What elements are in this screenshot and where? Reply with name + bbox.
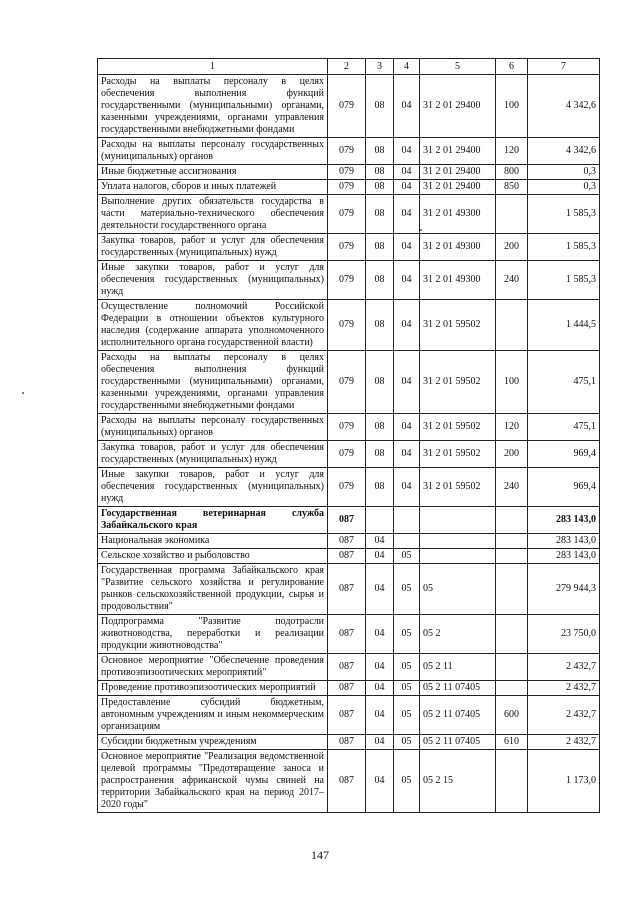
row-vr-cell: 240 [496,261,528,300]
row-name-cell: Основное мероприятие "Реализация ведомственной целевой программы "Предотвращение заноса и распространения африканской чумы свиней на территории Забайкальского края на период 2017–2020 годы" [98,750,328,813]
row-sum-cell: 1 173,0 [528,750,600,813]
row-pr-cell: 05 [394,615,420,654]
row-vr-cell: 100 [496,351,528,414]
row-name-cell: Государственная ветеринарная служба Забайкальского края [98,507,328,534]
table-row [98,300,600,351]
row-name-cell: Выполнение других обязательств государства в части материально-технического обеспечения деятельности государственного органа [98,195,328,234]
row-sum-cell: 4 342,6 [528,138,600,165]
row-sum-cell: 475,1 [528,351,600,414]
row-ved-cell: 079 [328,414,366,441]
row-csr-cell: 31 2 01 59502 [420,300,496,351]
row-ved-cell: 079 [328,261,366,300]
row-ved-cell: 087 [328,654,366,681]
row-pr-cell: 05 [394,654,420,681]
row-sum-cell: 475,1 [528,414,600,441]
row-name-cell: Государственная программа Забайкальского края "Развитие сельского хозяйства и регулирование рынков сельскохозяйственной продукции, сырья и продовольствия" [98,564,328,615]
row-name-cell: Уплата налогов, сборов и иных платежей [98,180,328,195]
table-row [98,696,600,735]
row-rz-cell: 08 [366,468,394,507]
table-row [98,534,600,549]
row-csr-cell [420,549,496,564]
row-vr-cell: 200 [496,234,528,261]
row-rz-cell: 04 [366,735,394,750]
table-row [98,414,600,441]
row-pr-cell [394,507,420,534]
row-ved-cell: 079 [328,300,366,351]
row-name-cell: Проведение противоэпизоотических мероприятий [98,681,328,696]
table-row [98,750,600,813]
row-name-cell: Основное мероприятие "Обеспечение проведения противоэпизоотических мероприятий" [98,654,328,681]
header-cell: 1 [98,59,328,75]
row-csr-cell: 31 2 01 59502 [420,351,496,414]
row-ved-cell: 087 [328,750,366,813]
row-pr-cell: 05 [394,750,420,813]
table-row [98,681,600,696]
row-pr-cell: 05 [394,564,420,615]
budget-table [97,58,600,813]
row-name-cell: Иные бюджетные ассигнования [98,165,328,180]
row-name-cell: Предоставление субсидий бюджетным, автономным учреждениям и иным некоммерческим организациям [98,696,328,735]
row-csr-cell: 31 2 01 29400 [420,138,496,165]
row-rz-cell: 08 [366,441,394,468]
row-vr-cell: 120 [496,138,528,165]
row-vr-cell [496,549,528,564]
row-rz-cell: 08 [366,195,394,234]
scan-speck [420,229,422,231]
row-csr-cell: 05 2 11 [420,654,496,681]
row-pr-cell: 05 [394,735,420,750]
row-name-cell: Расходы на выплаты персоналу в целях обеспечения выполнения функций государственными (муниципальными) органами, казенными учреждениями, органами управления государственными внебюджетными фондами [98,75,328,138]
row-rz-cell: 04 [366,564,394,615]
row-csr-cell: 31 2 01 29400 [420,165,496,180]
table-row [98,261,600,300]
row-vr-cell [496,195,528,234]
page-number: 147 [311,848,329,862]
row-vr-cell [496,564,528,615]
header-cell: 6 [496,59,528,75]
row-ved-cell: 087 [328,549,366,564]
table-row [98,441,600,468]
row-rz-cell: 04 [366,696,394,735]
row-vr-cell [496,750,528,813]
row-sum-cell: 1 585,3 [528,261,600,300]
row-pr-cell: 04 [394,300,420,351]
row-csr-cell [420,534,496,549]
row-ved-cell: 079 [328,75,366,138]
row-csr-cell: 31 2 01 49300 [420,234,496,261]
row-csr-cell: 31 2 01 29400 [420,75,496,138]
row-csr-cell: 05 2 15 [420,750,496,813]
row-vr-cell: 610 [496,735,528,750]
row-pr-cell: 04 [394,414,420,441]
row-csr-cell: 31 2 01 59502 [420,441,496,468]
row-name-cell: Подпрограмма "Развитие подотрасли животноводства, переработки и реализации продукции животноводства" [98,615,328,654]
row-vr-cell [496,681,528,696]
row-sum-cell: 0,3 [528,180,600,195]
row-csr-cell [420,507,496,534]
row-vr-cell: 600 [496,696,528,735]
row-csr-cell: 05 [420,564,496,615]
row-csr-cell: 05 2 11 07405 [420,735,496,750]
table-row [98,507,600,534]
table-header-row [98,59,600,75]
row-sum-cell: 23 750,0 [528,615,600,654]
row-name-cell: Сельское хозяйство и рыболовство [98,549,328,564]
row-rz-cell: 08 [366,138,394,165]
header-cell: 3 [366,59,394,75]
row-vr-cell [496,615,528,654]
table-row [98,165,600,180]
row-vr-cell: 100 [496,75,528,138]
row-sum-cell: 283 143,0 [528,507,600,534]
row-ved-cell: 079 [328,195,366,234]
row-name-cell: Субсидии бюджетным учреждениям [98,735,328,750]
table-row [98,180,600,195]
row-pr-cell: 04 [394,138,420,165]
row-pr-cell: 05 [394,681,420,696]
row-rz-cell: 04 [366,750,394,813]
header-cell: 7 [528,59,600,75]
row-sum-cell: 2 432,7 [528,696,600,735]
row-rz-cell: 04 [366,615,394,654]
row-vr-cell [496,534,528,549]
row-pr-cell: 05 [394,549,420,564]
row-name-cell: Национальная экономика [98,534,328,549]
row-vr-cell [496,654,528,681]
row-ved-cell: 079 [328,468,366,507]
table-row [98,75,600,138]
row-vr-cell: 800 [496,165,528,180]
row-ved-cell: 087 [328,681,366,696]
row-name-cell: Закупка товаров, работ и услуг для обеспечения государственных (муниципальных) нужд [98,234,328,261]
row-vr-cell: 200 [496,441,528,468]
header-cell: 5 [420,59,496,75]
row-pr-cell: 04 [394,195,420,234]
row-sum-cell: 1 585,3 [528,195,600,234]
row-vr-cell [496,507,528,534]
row-pr-cell: 04 [394,75,420,138]
table-row [98,615,600,654]
row-sum-cell: 279 944,3 [528,564,600,615]
row-rz-cell: 04 [366,534,394,549]
row-rz-cell: 04 [366,549,394,564]
row-ved-cell: 087 [328,564,366,615]
row-pr-cell: 04 [394,234,420,261]
header-cell: 4 [394,59,420,75]
table-row [98,195,600,234]
row-vr-cell: 240 [496,468,528,507]
row-sum-cell: 969,4 [528,468,600,507]
row-ved-cell: 087 [328,735,366,750]
row-sum-cell: 283 143,0 [528,534,600,549]
row-vr-cell: 120 [496,414,528,441]
row-sum-cell: 0,3 [528,165,600,180]
row-ved-cell: 079 [328,138,366,165]
table-row [98,564,600,615]
row-pr-cell: 04 [394,468,420,507]
row-pr-cell: 04 [394,261,420,300]
row-name-cell: Иные закупки товаров, работ и услуг для обеспечения государственных (муниципальных) нужд [98,261,328,300]
row-csr-cell: 31 2 01 49300 [420,261,496,300]
row-pr-cell: 04 [394,441,420,468]
row-pr-cell [394,534,420,549]
table-row [98,468,600,507]
row-name-cell: Расходы на выплаты персоналу в целях обеспечения выполнения функций государственными (муниципальными) органами, казенными учреждениями, органами управления государственными внебюджетными фондами [98,351,328,414]
row-rz-cell [366,507,394,534]
row-rz-cell: 08 [366,75,394,138]
row-rz-cell: 08 [366,234,394,261]
row-ved-cell: 087 [328,615,366,654]
row-csr-cell: 31 2 01 29400 [420,180,496,195]
row-ved-cell: 087 [328,696,366,735]
table-row [98,549,600,564]
row-rz-cell: 04 [366,654,394,681]
header-cell: 2 [328,59,366,75]
row-name-cell: Осуществление полномочий Российской Федерации в отношении объектов культурного наследия (содержание аппарата уполномоченного исполнительного органа государственной власти) [98,300,328,351]
row-sum-cell: 2 432,7 [528,681,600,696]
row-ved-cell: 079 [328,180,366,195]
row-pr-cell: 05 [394,696,420,735]
row-sum-cell: 2 432,7 [528,654,600,681]
scan-speck [22,392,24,394]
row-rz-cell: 08 [366,261,394,300]
row-sum-cell: 1 444,5 [528,300,600,351]
table-row [98,138,600,165]
row-pr-cell: 04 [394,165,420,180]
row-rz-cell: 08 [366,351,394,414]
row-rz-cell: 04 [366,681,394,696]
row-sum-cell: 969,4 [528,441,600,468]
row-sum-cell: 1 585,3 [528,234,600,261]
row-rz-cell: 08 [366,414,394,441]
row-sum-cell: 2 432,7 [528,735,600,750]
row-vr-cell [496,300,528,351]
table-row [98,654,600,681]
row-name-cell: Расходы на выплаты персоналу государственных (муниципальных) органов [98,414,328,441]
row-ved-cell: 079 [328,441,366,468]
table-body [98,59,600,813]
row-ved-cell: 079 [328,351,366,414]
row-csr-cell: 05 2 11 07405 [420,681,496,696]
row-ved-cell: 087 [328,534,366,549]
row-rz-cell: 08 [366,300,394,351]
row-csr-cell: 05 2 [420,615,496,654]
row-name-cell: Расходы на выплаты персоналу государственных (муниципальных) органов [98,138,328,165]
row-name-cell: Иные закупки товаров, работ и услуг для обеспечения государственных (муниципальных) нужд [98,468,328,507]
table-row [98,234,600,261]
row-vr-cell: 850 [496,180,528,195]
row-csr-cell: 05 2 11 07405 [420,696,496,735]
row-pr-cell: 04 [394,180,420,195]
table-row [98,351,600,414]
row-ved-cell: 079 [328,234,366,261]
row-name-cell: Закупка товаров, работ и услуг для обеспечения государственных (муниципальных) нужд [98,441,328,468]
row-rz-cell: 08 [366,165,394,180]
row-rz-cell: 08 [366,180,394,195]
row-csr-cell: 31 2 01 59502 [420,414,496,441]
table-row [98,735,600,750]
row-pr-cell: 04 [394,351,420,414]
row-sum-cell: 4 342,6 [528,75,600,138]
row-csr-cell: 31 2 01 59502 [420,468,496,507]
row-ved-cell: 079 [328,165,366,180]
row-ved-cell: 087 [328,507,366,534]
row-csr-cell: 31 2 01 49300 [420,195,496,234]
row-sum-cell: 283 143,0 [528,549,600,564]
